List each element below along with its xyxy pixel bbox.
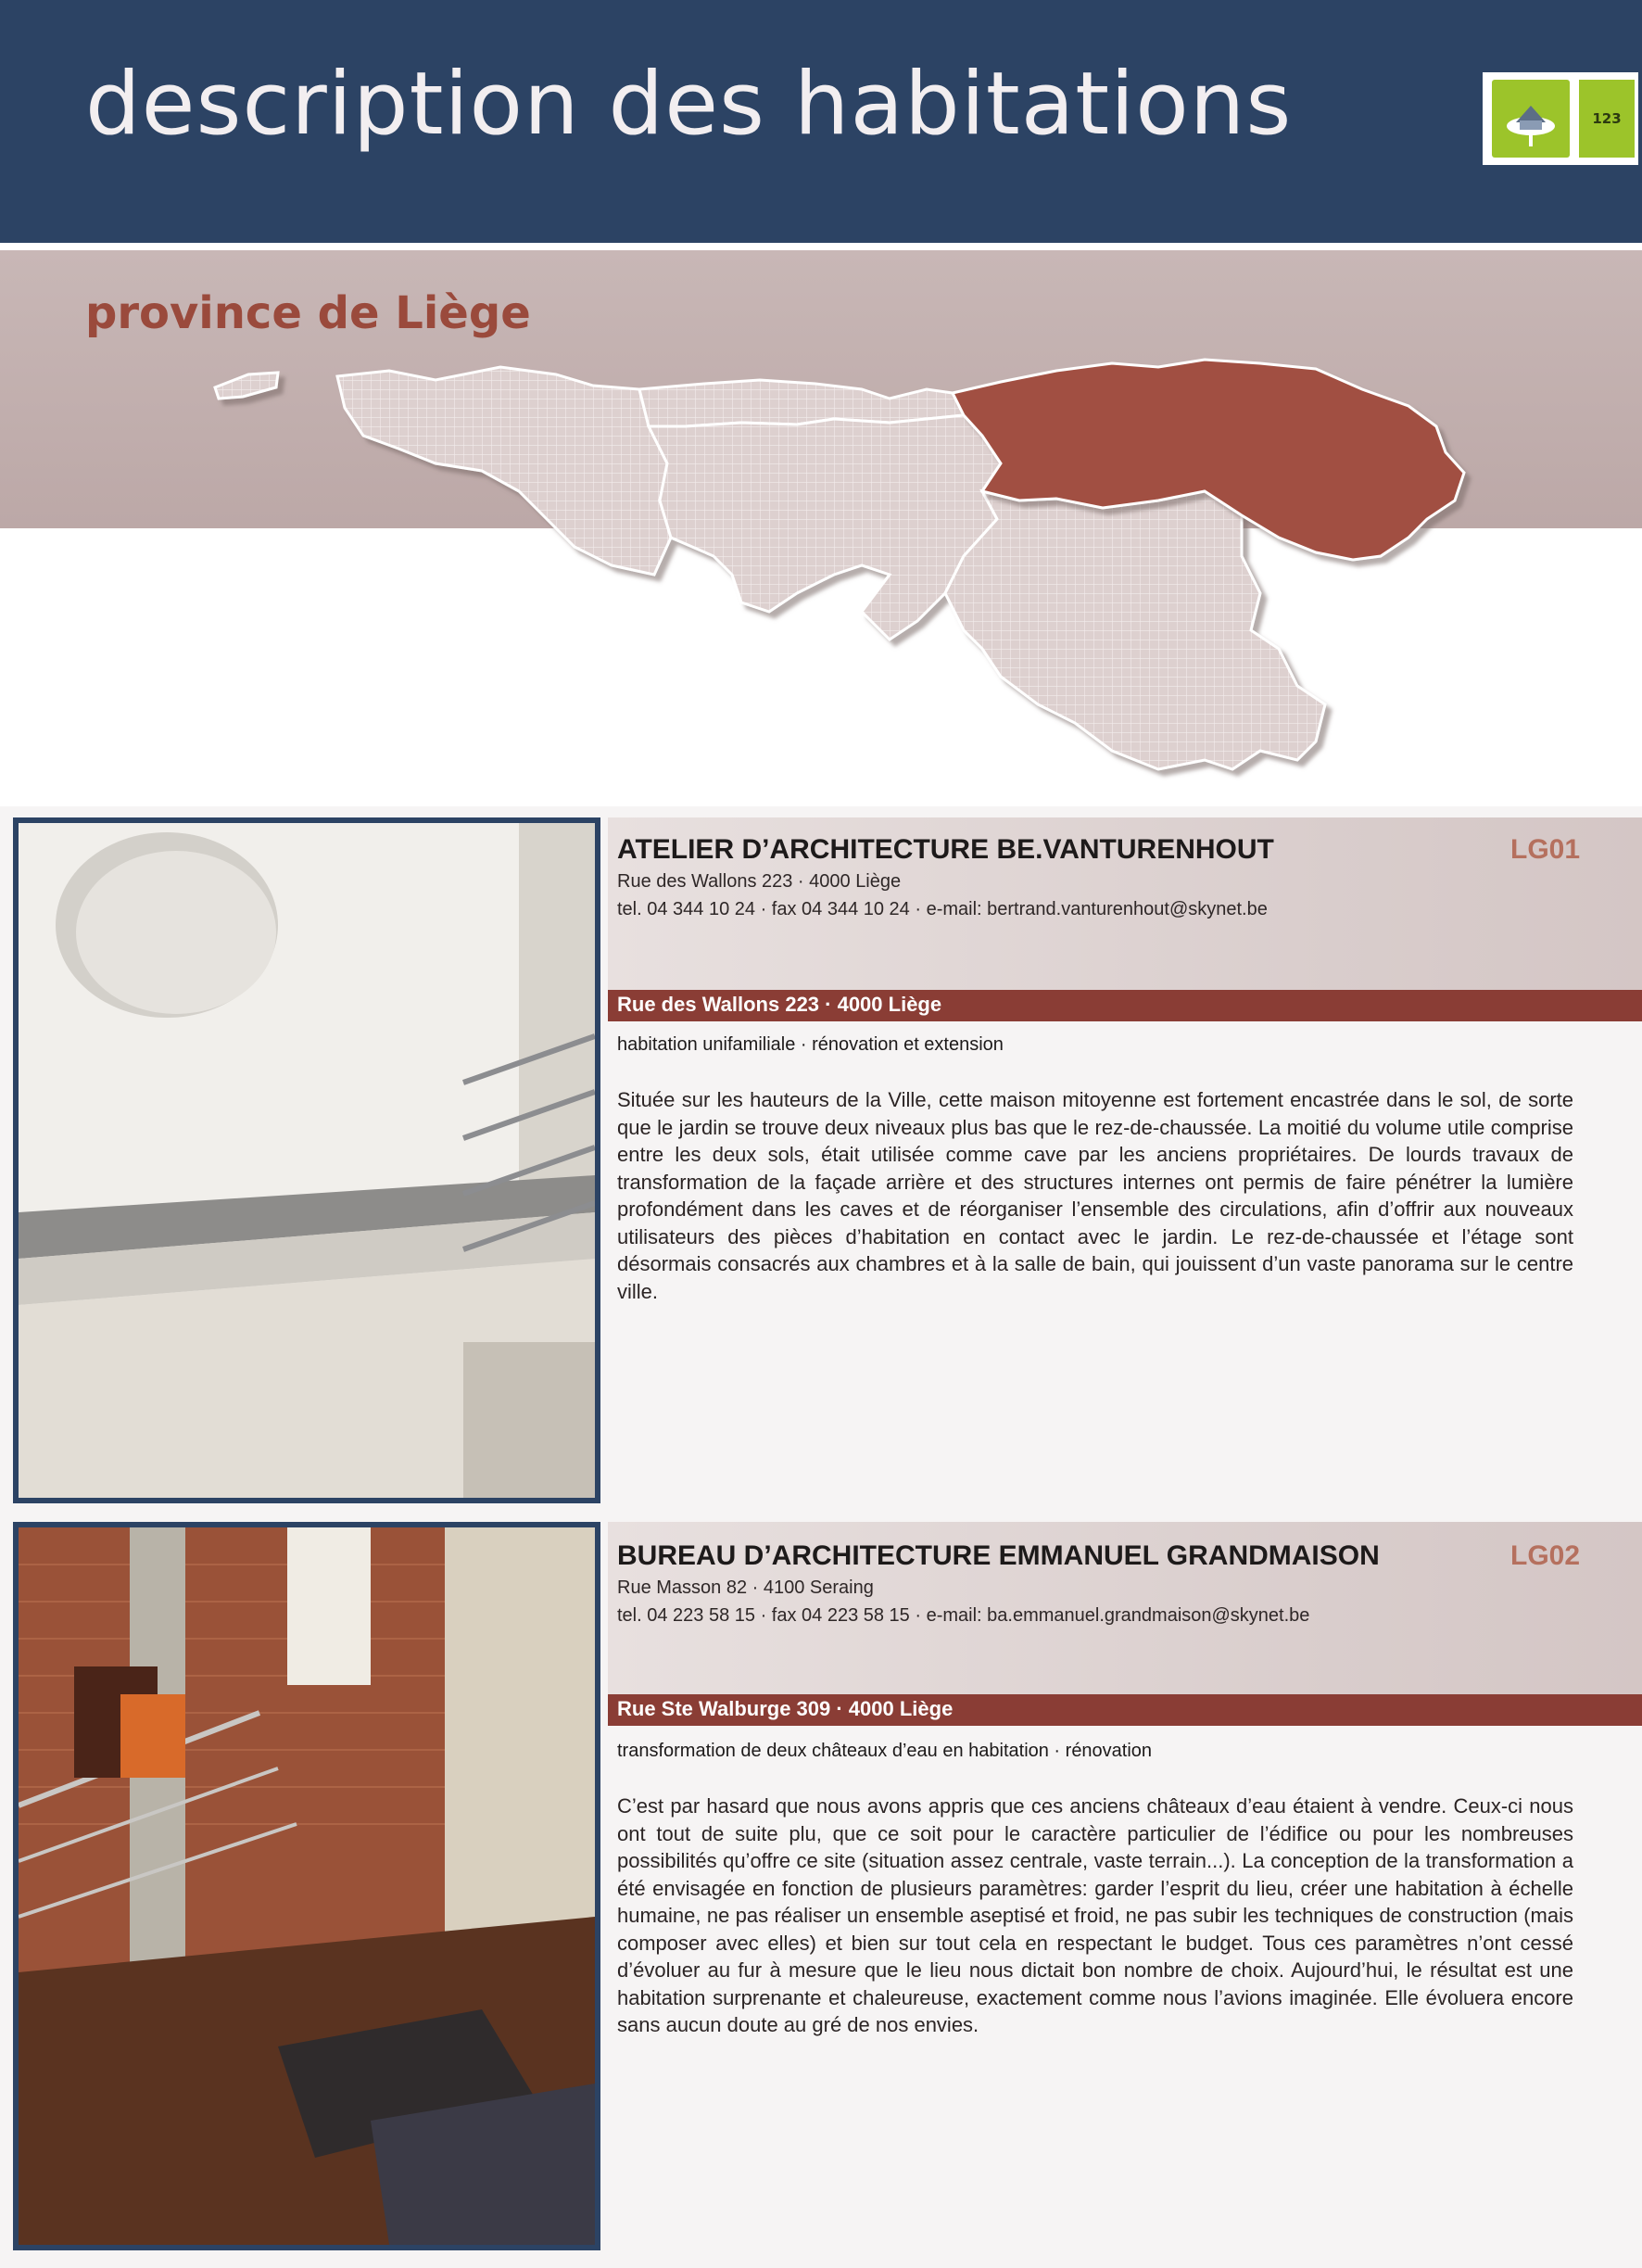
map-region-luxembourg [945, 491, 1325, 769]
firm-name: ATELIER D’ARCHITECTURE BE.VANTURENHOUT [617, 834, 1274, 865]
map-region-hainaut [337, 367, 671, 575]
firm-contact: tel. 04 223 58 15 · fax 04 223 58 15 · e-mail: ba.emmanuel.grandmaison@skynet.be [617, 1605, 1310, 1626]
firm-contact: tel. 04 344 10 24 · fax 04 344 10 24 · e-mail: bertrand.vanturenhout@skynet.be [617, 899, 1268, 919]
map-region-namur [649, 415, 1001, 640]
page-header [0, 0, 1642, 243]
house-icon [1492, 80, 1570, 158]
interior-photo-graphic [19, 1527, 595, 2245]
project-code: LG02 [1510, 1540, 1581, 1571]
header-divider [0, 243, 1642, 250]
map-region-enclave [215, 373, 278, 399]
project-photo-lg01 [13, 817, 600, 1503]
project-address-bar [608, 1694, 1642, 1726]
project-address: Rue des Wallons 223 · 4000 Liège [617, 993, 942, 1016]
project-category: transformation de deux châteaux d’eau en habitation · rénovation [617, 1741, 1153, 1761]
firm-address: Rue des Wallons 223 · 4000 Liège [617, 871, 902, 892]
project-description: C’est par hasard que nous avons appris que ces anciens châteaux d’eau étaient à vendre. Ceux-ci nous ont tout de suite plu, que ce soit pour le caractère particulier de l’édifice ou pour les nombreuses possibilités qu’offre ce site (situation assez centrale, vaste terrain...). La conception de la transformation a été envisagée en fonction de plusieurs paramètres: garder l’esprit du lieu, créer une habitation à échelle humaine, ne pas réaliser un ensemble aseptisé et froid, ne pas subir les techniques de construction (mais composer avec elles) et bien sur tout cela en respectant le budget. Tous ces paramètres n’ont cessé d’évoluer au fur à mesure que le lieu nous dictait bon nombre de choix. Aujourd’hui, le résultat est une habitation surprenante et chaleureuse, exactement comme nous l’avions imaginée. Elle évoluera encore sans aucun doute au gré de nos envies. [617, 1794, 1573, 2036]
province-label: province de Liège [85, 287, 531, 339]
firm-address: Rue Masson 82 · 4100 Seraing [617, 1577, 874, 1598]
firm-name: BUREAU D’ARCHITECTURE EMMANUEL GRANDMAISON [617, 1540, 1380, 1571]
interior-photo-graphic [19, 823, 595, 1498]
project-code: LG01 [1510, 834, 1581, 865]
page-title: description des habitations [85, 54, 1293, 155]
page-number: 123 [1579, 80, 1635, 158]
project-description: Située sur les hauteurs de la Ville, cette maison mitoyenne est fortement encastrée dans le sol, de sorte que le jardin se trouve deux niveaux plus bas que le rez-de-chaussée. La moitié du volume utile comprise entre les deux sols, était utilisée comme cave par les anciens propriétaires. De lourds travaux de transformation de la façade arrière et des structures internes ont permis de faire pénétrer la lumière profondément dans les caves et de réorganiser l’ensemble des circulations, afin d’offrir aux nouveaux utilisateurs des pièces d’habitation en contact avec le jardin. Le rez-de-chaussée et l’étage sont désormais consacrés aux chambres et à la salle de bain, qui jouissent d’un vaste panorama sur le centre ville. [617, 1088, 1573, 1303]
project-category: habitation unifamiliale · rénovation et extension [617, 1034, 1004, 1055]
section-tab [1483, 72, 1638, 165]
project-photo-lg02 [13, 1522, 600, 2250]
project-address-bar [608, 990, 1642, 1021]
wallonia-map [0, 334, 1642, 797]
project-address: Rue Ste Walburge 309 · 4000 Liège [617, 1697, 954, 1720]
